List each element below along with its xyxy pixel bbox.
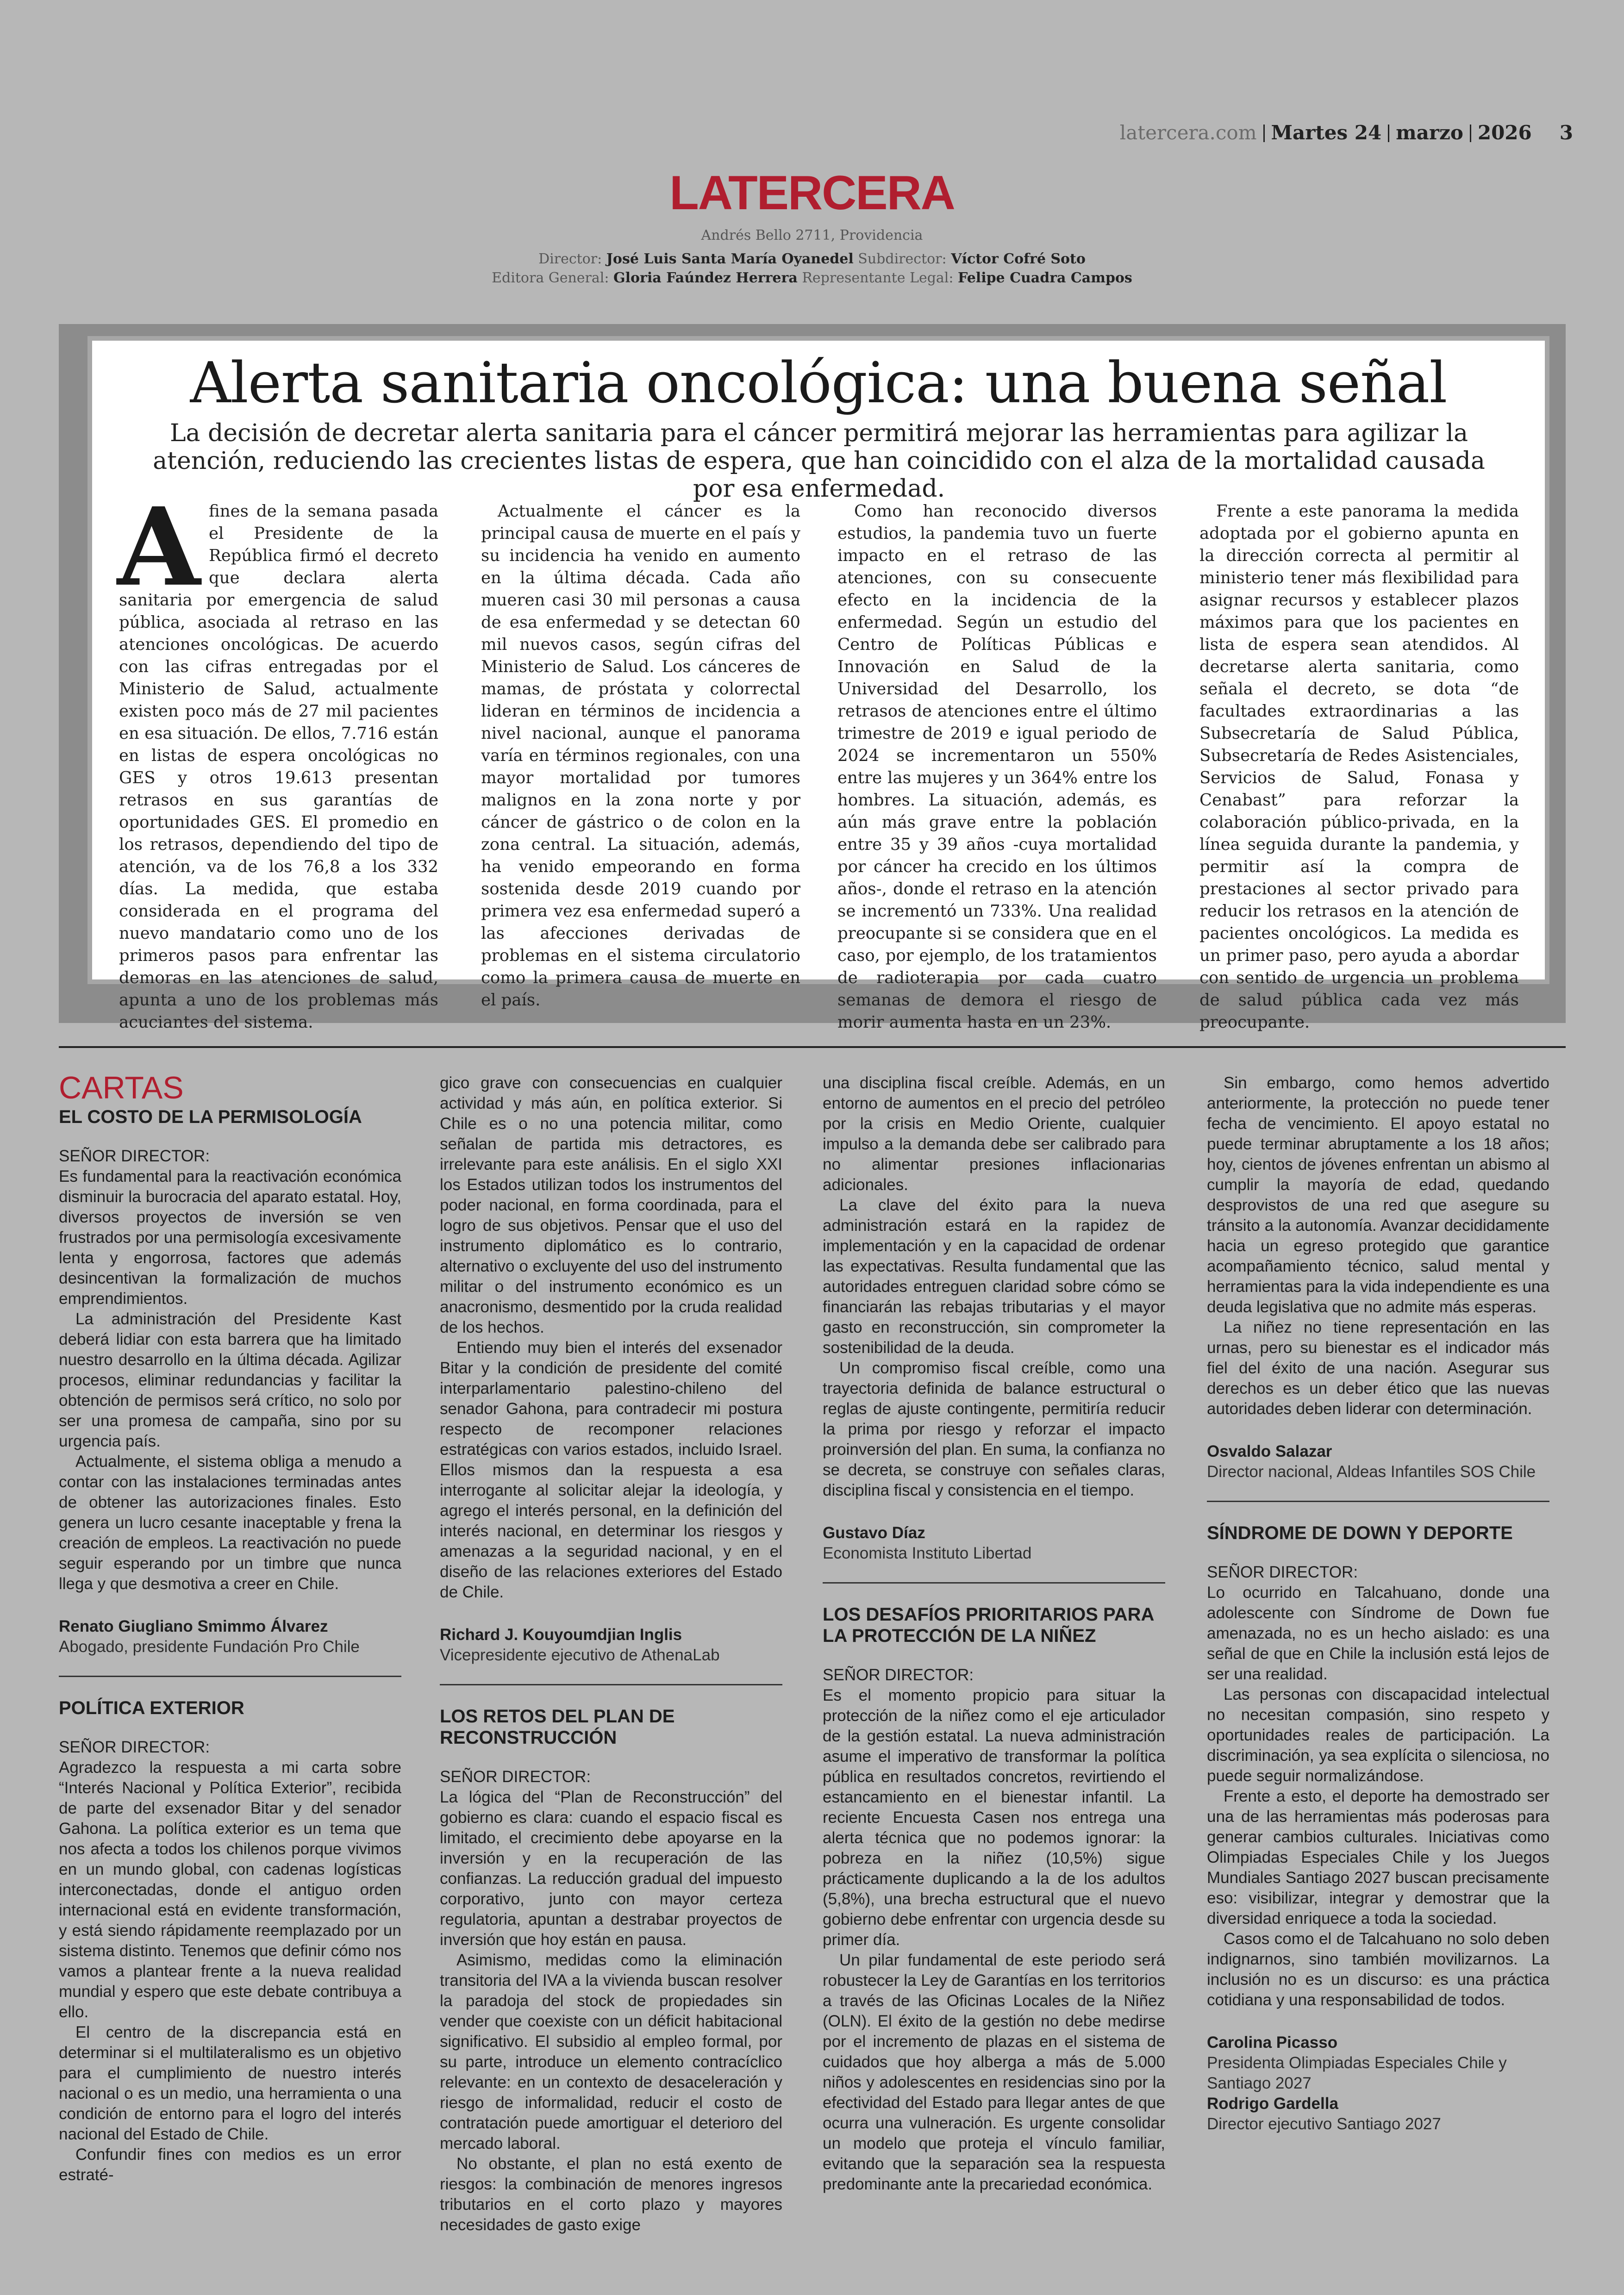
letter-paragraph: La administración del Presidente Kast deberá lidiar con esta barrera que ha limitado nuestro desarrollo en la última década. Agilizar procesos, eliminar redundancias y facilitar la obtención de permisos será crítico, no solo por ser una promesa de campaña, sino por su urgencia país. [59, 1310, 401, 1450]
salutation: SEÑOR DIRECTOR: [823, 1666, 974, 1684]
signature-name: Carolina Picasso [1207, 2033, 1338, 2052]
letters-column-3 [823, 1073, 1165, 2195]
subdirector-name: Víctor Cofré Soto [951, 251, 1086, 267]
representante-name: Felipe Cuadra Campos [958, 270, 1132, 286]
letters-column-1 [59, 1069, 401, 2185]
cartas-section-title: CARTAS [59, 1070, 184, 1105]
address: Andrés Bello 2711, Providencia [701, 227, 923, 243]
letter-paragraph-continued: gico grave con consecuencias en cualquier actividad y más aún, en política exterior. Si Chile es o no una potencia militar, como señalan de partida mis detractores, es irrelevante para este análisis. En el siglo XXI los Estados utilizan todos los instrumentos del poder nacional, en forma coordinada, para el logro de sus objetivos. Pensar que el uso del instrumento diplomático es lo contrario, alternativo o excluyente del uso del instrumento militar o del instrumento económico es un anacronismo, desmentido por la cruda realidad de los hechos. [440, 1074, 782, 1336]
site-url[interactable]: latercera.com [1119, 121, 1257, 144]
signature-role: Director ejecutivo Santiago 2027 [1207, 2115, 1441, 2133]
staff-line-1: Director: José Luis Santa María Oyanedel Subdirector: Víctor Cofré Soto [538, 251, 1086, 267]
page-number: 3 [1559, 121, 1573, 144]
signature-role: Presidenta Olimpiadas Especiales Chile y Santiago 2027 [1207, 2054, 1507, 2092]
letter-headline: LOS DESAFÍOS PRIORITARIOS PARA LA PROTECCIÓN DE LA NIÑEZ [823, 1604, 1154, 1646]
salutation: SEÑOR DIRECTOR: [1207, 1563, 1358, 1581]
letter-paragraph: La lógica del “Plan de Reconstrucción” del gobierno es clara: cuando el espacio fiscal es limitado, el crecimiento debe apoyarse en la inversión y en la recuperación de las confianzas. La reducción gradual del impuesto corporativo, junto con mayor certeza regulatoria, apuntan a destrabar proyectos de inversión que hoy están en pausa. [440, 1788, 782, 1949]
letter-paragraph: Sin embargo, como hemos advertido anteriormente, la protección no puede tener fecha de vencimiento. El apoyo estatal no puede terminar abruptamente a los 18 años; hoy, cientos de jóvenes enfrentan un abismo al cumplir la mayoría de edad, quedando desprovistos de una red que asegure su tránsito a la autonomía. Avanzar decididamente hacia un egreso protegido que garantice acompañamiento técnico, salud mental y herramientas para la vida independiente es una deuda legislativa que no admite más esperas. [1207, 1074, 1549, 1316]
signature-role: Vicepresidente ejecutivo de AthenaLab [440, 1646, 720, 1664]
letter-paragraph-continued: una disciplina fiscal creíble. Además, en un entorno de aumentos en el precio del petróleo por la crisis en Medio Oriente, cualquier impulso a la demanda debe ser calibrado para no alimentar presiones inflacionarias adicionales. [823, 1074, 1165, 1194]
letter-paragraph: Las personas con discapacidad intelectual no necesitan compasión, sino respeto y oportunidades reales de participación. La discriminación, ya sea explícita o silenciosa, no puede seguir normalizándose. [1207, 1685, 1549, 1785]
letter-paragraph: Confundir fines con medios es un error estraté- [59, 2145, 401, 2184]
letter-divider [823, 1582, 1165, 1584]
letter-paragraph: La niñez no tiene representación en las urnas, pero su bienestar es el indicador más fiel del éxito de una nación. Asegurar sus derechos es un deber ético que las nuevas autoridades deben liderar con determinación. [1207, 1318, 1549, 1418]
signature [1207, 1441, 1549, 1482]
editorial-column-3: Como han reconocido diversos estudios, la pandemia tuvo un fuerte impacto en el retraso de las atenciones, con su consecuente efecto en la incidencia de la enfermedad. Según un estudio del Centro de Políticas Públicas e Innovación en Salud de la Universidad del Desarrollo, los retrasos de atenciones entre el último trimestre de 2019 e igual periodo de 2024 se incrementaron un 550% entre las mujeres y un 364% entre los hombres. La situación, además, es aún más grave entre la población entre 35 y 39 años -cuya mortalidad por cáncer ha crecido en los últimos años-, donde el retraso en la atención se incrementó un 733%. Una realidad preocupante si se considera que en el caso, por ejemplo, de los tratamientos de radioterapia por cada cuatro semanas de demora el riesgo de morir aumenta hasta en un 23%. [837, 502, 1157, 1032]
letter-paragraph: Lo ocurrido en Talcahuano, donde una adolescente con Síndrome de Down fue amenazada, no es un hecho aislado: es una señal de que en Chile la inclusión está lejos de ser una realidad. [1207, 1584, 1549, 1683]
signature [59, 1616, 401, 1657]
year: 2026 [1477, 121, 1532, 144]
masthead [0, 166, 1624, 286]
letter-headline: LOS RETOS DEL PLAN DE RECONSTRUCCIÓN [440, 1706, 675, 1748]
letter-sindrome-down [1207, 1522, 1549, 2134]
editorial-lead: La decisión de decretar alerta sanitaria para el cáncer permitirá mejorar las herramientas para agilizar la atención, reduciendo las crecientes listas de espera, que han coincidido con el alza de la mortalidad causada por esa enfermedad. [153, 419, 1485, 503]
salutation: SEÑOR DIRECTOR: [59, 1147, 210, 1165]
salutation: SEÑOR DIRECTOR: [59, 1738, 210, 1756]
letter-paragraph: Un compromiso fiscal creíble, como una trayectoria definida de balance estructural o reglas de ajuste contingente, permitiría reducir la prima por riesgo y reforzar el impacto proinversión del plan. En suma, la confianza no se decreta, se construye con señales claras, disciplina fiscal y consistencia en el tiempo. [823, 1359, 1165, 1499]
signature-role: Director nacional, Aldeas Infantiles SOS Chile [1207, 1463, 1536, 1481]
letter-permisologia [59, 1106, 401, 1657]
signature-name: Gustavo Díaz [823, 1524, 925, 1542]
letter-paragraph: Es el momento propicio para situar la protección de la niñez como el eje articulador de la gestión estatal. La nueva administración asume el imperativo de transformar la política pública en resultados concretos, revirtiendo el estancamiento en el bienestar infantil. La reciente Encuesta Casen nos entrega una alerta técnica que no podemos ignorar: la pobreza en la niñez (10,5%) sigue prácticamente duplicando a la de los adultos (5,8%), una brecha estructural que el nuevo gobierno debe enfrentar con urgencia desde su primer día. [823, 1686, 1165, 1949]
letter-paragraph: Asimismo, medidas como la eliminación transitoria del IVA a la vivienda buscan resolver la paradoja del stock de propiedades sin vender que coexiste con un déficit habitacional significativo. El subsidio al empleo formal, por su parte, introduce un elemento contracíclico relevante: en un contexto de desaceleración y riesgo de informalidad, reducir el costo de contratación puede amortiguar el deterioro del mercado laboral. [440, 1951, 782, 2152]
letter-paragraph: La clave del éxito para la nueva administración estará en la rapidez de implementación y en la capacidad de ordenar las expectativas. Resulta fundamental que las autoridades entreguen claridad sobre cómo se financiarán las rebajas tributarias y el mayor gasto en reconstrucción, sin comprometer la sostenibilidad de la deuda. [823, 1196, 1165, 1357]
letter-plan-reconstruccion [440, 1706, 782, 2235]
editorial-title: Alerta sanitaria oncológica: una buena señal [190, 350, 1447, 416]
letter-paragraph: Casos como el de Talcahuano no solo deben indignarnos, sino también movilizarnos. La inclusión no es un discurso: es una práctica cotidiana y una responsabilidad de todos. [1207, 1930, 1549, 2009]
editorial-column-2: Actualmente el cáncer es la principal causa de muerte en el país y su incidencia ha venido en aumento en la última década. Cada año mueren casi 30 mil personas a causa de esa enfermedad y se detectan 60 mil nuevos casos, según cifras del Ministerio de Salud. Los cánceres de mamas, de próstata y colorrectal lideran en términos de incidencia a nivel nacional, aunque el panorama varía en términos regionales, con una mayor mortalidad por tumores malignos en la zona norte y por cáncer de gástrico o de colon en la zona central. La situación, además, ha venido empeorando en forma sostenida desde 2019 cuando por primera vez esa enfermedad superó a las afecciones derivadas de problemas en el sistema circulatorio como la primera causa de muerte en el país. [481, 502, 800, 1010]
editorial-box [87, 336, 1549, 1032]
letters-column-4 [1207, 1073, 1549, 2134]
signature-name: Renato Giugliano Smimmo Álvarez [59, 1617, 328, 1635]
salutation: SEÑOR DIRECTOR: [440, 1768, 591, 1786]
letter-divider [59, 1676, 401, 1677]
letter-paragraph: No obstante, el plan no está exento de riesgos: la combinación de menores ingresos tributarios en el corto plazo y mayores necesidades de gasto exige [440, 2155, 782, 2234]
signature-name: Osvaldo Salazar [1207, 1442, 1332, 1460]
letter-paragraph: El centro de la discrepancia está en determinar si el multilateralismo es un objetivo para el cumplimiento de nuestro interés nacional o es un medio, una herramienta o una condición de entorno para el logro del interés nacional del Estado de Chile. [59, 2023, 401, 2143]
month: marzo [1396, 121, 1463, 144]
editorial-frame [59, 324, 1566, 1032]
letter-paragraph: Un pilar fundamental de este periodo será robustecer la Ley de Garantías en los territorios a través de las Oficinas Locales de la Niñez (OLN). El éxito de la gestión no debe medirse por el incremento de plazas en el sistema de cuidados que hoy alberga a más de 5.000 niños y adolescentes en residencias sino por la efectividad del Estado para llegar antes de que ocurra una vulneración. Es urgente consolidar un modelo que proteja el vínculo familiar, evitando que la separación sea la respuesta predominante ante la precariedad económica. [823, 1951, 1165, 2193]
letter-politica-exterior [59, 1697, 401, 2185]
letter-divider [440, 1684, 782, 1685]
letter-paragraph: Agradezco la respuesta a mi carta sobre “Interés Nacional y Política Exterior”, recibida de parte del exsenador Bitar y del senador Gahona. La política exterior es un tema que nos afecta a todos los chilenos porque vivimos en un mundo global, con cadenas logísticas interconectadas, donde el antiguo orden internacional está en evidente transformación, y está siendo rápidamente reemplazado por un sistema distinto. Tenemos que definir cómo nos vamos a plantear frente a la nueva realidad mundial y espero que este debate contribuya a ello. [59, 1759, 401, 2021]
letter-proteccion-ninez [823, 1604, 1165, 2195]
section-divider [59, 1046, 1566, 1048]
signature-role: Economista Instituto Libertad [823, 1544, 1032, 1562]
letter-paragraph: Entiendo muy bien el interés del exsenador Bitar y la condición de presidente del comité interparlamentario palestino-chileno del senador Gahona, para contradecir mi postura respecto de recomponer relaciones estratégicas con varios estados, incluido Israel. Ellos mismos dan la respuesta a esa interrogante al solicitar alejar la ideología, y agrego el interés personal, en la definición del interés nacional, en determinar los riesgos y amenazas a la seguridad nacional, y en el diseño de las relaciones exteriores del Estado de Chile. [440, 1339, 782, 1601]
date-line [1120, 121, 1573, 144]
letter-divider [1207, 1501, 1549, 1502]
letters-column-2 [440, 1073, 782, 2235]
letter-paragraph: Actualmente, el sistema obliga a menudo a contar con las instalaciones terminadas antes de obtener las autorizaciones finales. Esto genera un lucro cesante inaceptable y frena la creación de empleos. La reactivación no puede seguir esperando por un timbre que nunca llega y que desmotiva a creer en Chile. [59, 1453, 401, 1593]
letter-paragraph: Es fundamental para la reactivación económica disminuir la burocracia del aparato estatal. Hoy, diversos proyectos de inversión se ven frustrados por una permisología excesivamente lenta y engorrosa, factores que además desincentivan la formalización de muchos emprendimientos. [59, 1167, 401, 1308]
letter-headline: POLÍTICA EXTERIOR [59, 1698, 244, 1718]
editorial-column-1: Afines de la semana pasada el Presidente de la República firmó el decreto que declara alerta sanitaria por emergencia de salud pública, asociada al retraso en las atenciones oncológicas. De acuerdo con las cifras entregadas por el Ministerio de Salud, actualmente existen poco más de 27 mil pacientes en esa situación. De ellos, 7.716 están en listas de espera oncológicas no GES y otros 19.613 presentan retrasos en sus garantías de oportunidades GES. El promedio en los retrasos, dependiendo del tipo de atención, va de los 76,8 a los 332 días. La medida, que estaba considerada en el programa del nuevo mandatario como uno de los primeros pasos para enfrentar las demoras en las atenciones de salud, apunta a uno de los problemas más acuciantes del sistema. [117, 484, 438, 1032]
letter-headline: SÍNDROME DE DOWN Y DEPORTE [1207, 1523, 1513, 1543]
editora-name: Gloria Faúndez Herrera [613, 270, 798, 286]
weekday-date: Martes 24 [1271, 121, 1382, 144]
letter-headline: EL COSTO DE LA PERMISOLOGÍA [59, 1107, 362, 1127]
signature-role: Abogado, presidente Fundación Pro Chile [59, 1638, 360, 1656]
staff-line-2: Editora General: Gloria Faúndez Herrera Representante Legal: Felipe Cuadra Campos [492, 270, 1132, 286]
director-name: José Luis Santa María Oyanedel [606, 251, 854, 267]
signature-name: Richard J. Kouyoumdjian Inglis [440, 1626, 682, 1644]
signature [1207, 2033, 1549, 2134]
editorial-column-4: Frente a este panorama la medida adoptada por el gobierno apunta en la dirección correcta al permitir al ministerio tener más flexibilidad para asignar recursos y establecer plazos máximos para que los pacientes en lista de espera sean atendidos. Al decretarse alerta sanitaria, como señala el decreto, se dota “de facultades extraordinarias a las Subsecretaría de Salud Pública, Subsecretaría de Redes Asistenciales, Servicios de Salud, Fonasa y Cenabast” para reforzar la colaboración público-privada, en la línea seguida durante la pandemia, y permitir así la compra de prestaciones al sector privado para reducir los retrasos en la atención de pacientes oncológicos. La medida es un primer paso, pero ayuda a abordar con sentido de urgencia un problema de salud pública cada vez más preocupante. [1199, 502, 1519, 1032]
signature [823, 1523, 1165, 1564]
drop-cap: A [117, 484, 201, 610]
newspaper-logo: LATERCERA [669, 166, 955, 220]
signature [440, 1625, 782, 1665]
letter-paragraph: Frente a esto, el deporte ha demostrado ser una de las herramientas más poderosas para generar cambios culturales. Iniciativas como Olimpiadas Especiales Chile y los Juegos Mundiales Santiago 2027 buscan precisamente eso: visibilizar, integrar y demostrar que la diversidad enriquece a toda la sociedad. [1207, 1787, 1549, 1927]
signature-name: Rodrigo Gardella [1207, 2095, 1338, 2113]
